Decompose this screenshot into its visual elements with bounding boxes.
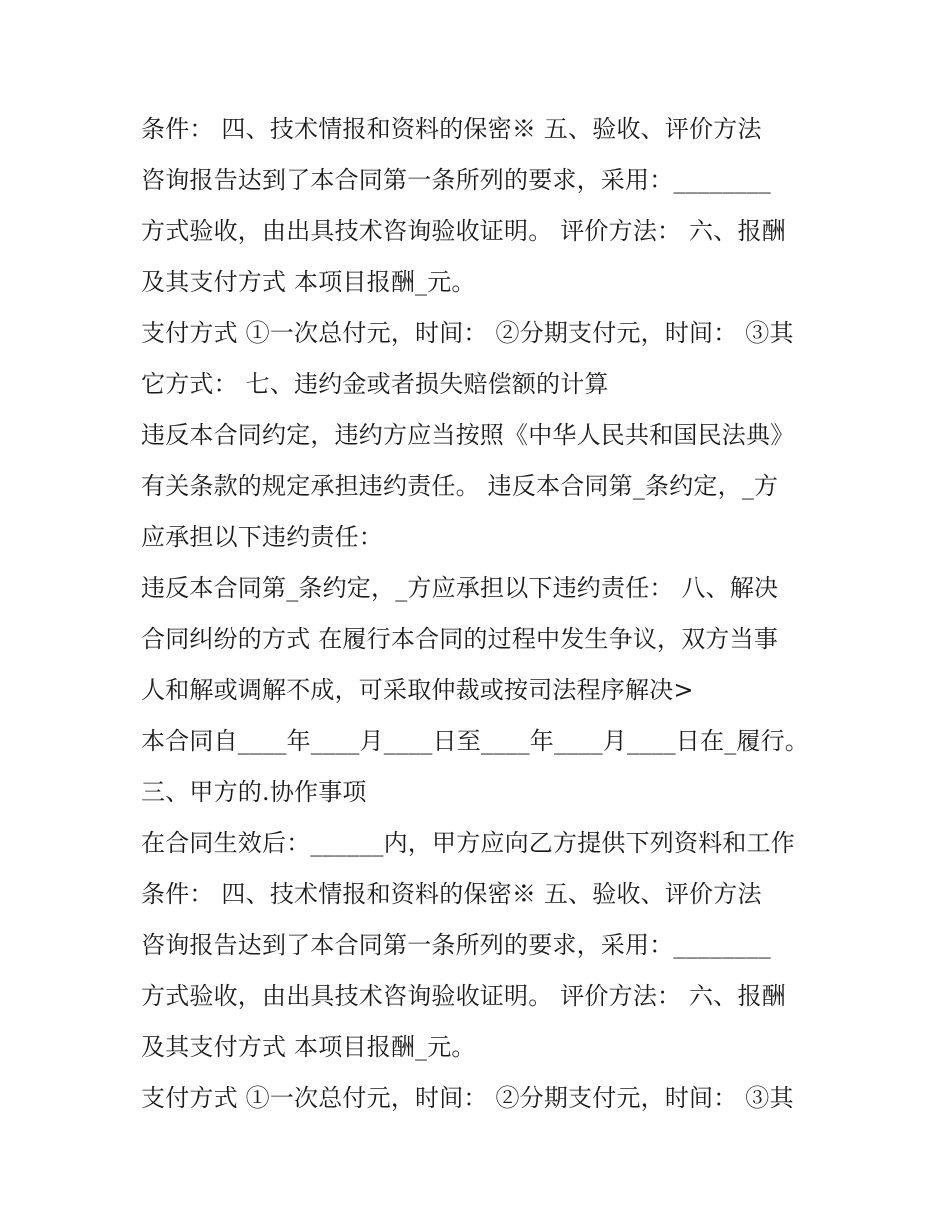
text-line: 合同纠纷的方式 在履行本合同的过程中发生争议，双方当事 xyxy=(141,625,779,653)
text-line: 它方式： 七、违约金或者损失赔偿额的计算 xyxy=(141,370,609,398)
text-line: 支付方式 ①一次总付元，时间： ②分期支付元，时间： ③其 xyxy=(141,1084,794,1112)
text-line: 条件： 四、技术情报和资料的保密※ 五、验收、评价方法 xyxy=(141,115,762,143)
text-line: 支付方式 ①一次总付元，时间： ②分期支付元，时间： ③其 xyxy=(141,319,794,347)
text-line: 咨询报告达到了本合同第一条所列的要求，采用：________ xyxy=(141,931,771,959)
text-line: 条件： 四、技术情报和资料的保密※ 五、验收、评价方法 xyxy=(141,880,762,908)
text-line: 本合同自____年____月____日至____年____月____日在_履行。 xyxy=(141,727,809,755)
text-line: 应承担以下违约责任： xyxy=(141,523,383,551)
section-heading: 三、甲方的.协作事项 xyxy=(141,778,367,806)
text-line: 在合同生效后：______内，甲方应向乙方提供下列资料和工作 xyxy=(141,829,795,857)
text-line: 及其支付方式 本项目报酬_元。 xyxy=(141,1033,476,1061)
text-line: 方式验收，由出具技术咨询验收证明。 评价方法： 六、报酬 xyxy=(141,982,786,1010)
text-line: 咨询报告达到了本合同第一条所列的要求，采用：________ xyxy=(141,166,771,194)
text-line: 方式验收，由出具技术咨询验收证明。 评价方法： 六、报酬 xyxy=(141,217,786,245)
text-line: 违反本合同第_条约定，_方应承担以下违约责任： 八、解决 xyxy=(141,574,779,602)
text-line: 人和解或调解不成，可采取仲裁或按司法程序解决> xyxy=(141,676,694,704)
text-line: 违反本合同约定，违约方应当按照《中华人民共和国民法典》 xyxy=(141,421,795,449)
document-body xyxy=(141,104,831,1124)
text-line: 有关条款的规定承担违约责任。 违反本合同第_条约定，_方 xyxy=(141,472,779,500)
text-line: 及其支付方式 本项目报酬_元。 xyxy=(141,268,476,296)
